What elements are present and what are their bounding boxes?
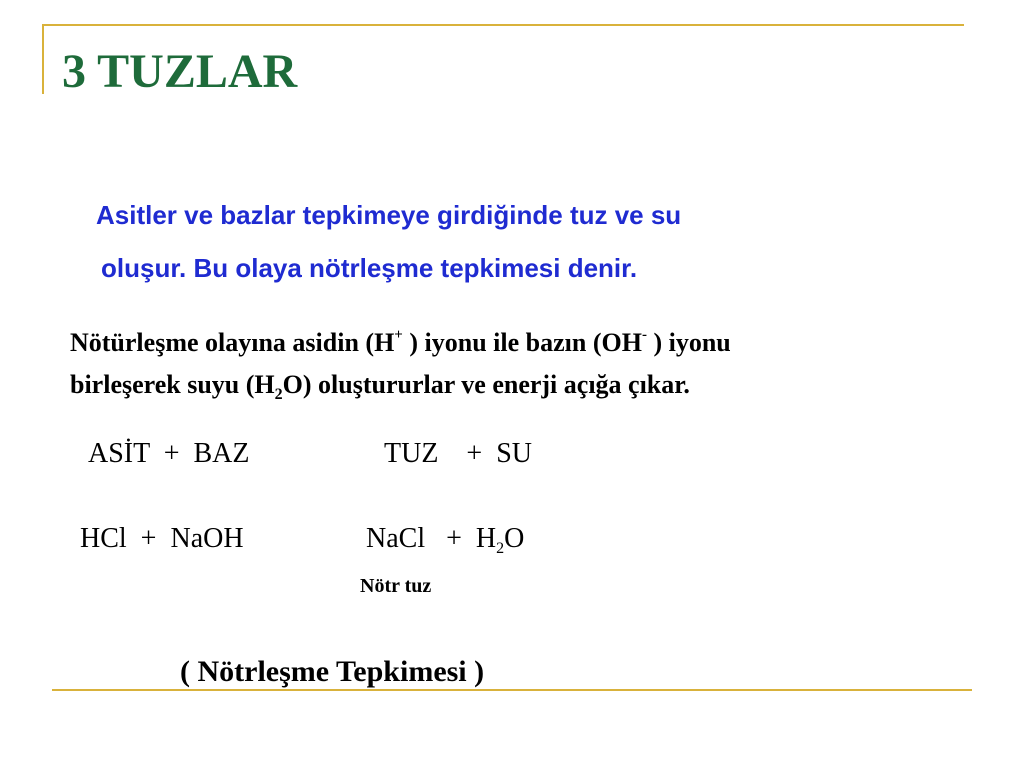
slide-title: 3 TUZLAR — [62, 45, 298, 98]
frame-left-line — [42, 24, 44, 94]
example-water-subscript: 2 — [496, 540, 505, 557]
water-subscript: 2 — [274, 386, 283, 403]
explanation-line-1 — [70, 328, 731, 358]
explanation-text-1c: ) iyonu — [646, 328, 731, 357]
explanation-text-1a: Nötürleşme olayına asidin (H — [70, 328, 395, 357]
example-equation-reactants: HCl + NaOH — [80, 523, 244, 554]
example-products-text-b: O — [504, 523, 525, 554]
hydrogen-charge: + — [394, 327, 403, 343]
intro-line-2: oluşur. Bu olaya nötrleşme tepkimesi denir. — [101, 253, 638, 283]
frame-top-line — [42, 24, 964, 26]
explanation-line-2 — [70, 370, 690, 404]
explanation-text-2b: O) oluştururlar ve enerji açığa çıkar. — [282, 370, 690, 399]
explanation-text-2a: birleşerek suyu (H — [70, 370, 275, 399]
explanation-text-1b: ) iyonu ile bazın (OH — [402, 328, 642, 357]
example-equation-products — [366, 523, 524, 559]
frame-bottom-line — [52, 689, 972, 691]
hydroxide-charge: - — [641, 327, 647, 343]
example-products-text-a: NaCl + H — [366, 523, 497, 554]
general-equation-products: TUZ + SU — [384, 438, 533, 469]
reaction-name: ( Nötrleşme Tepkimesi ) — [180, 655, 485, 688]
general-equation-reactants: ASİT + BAZ — [88, 438, 250, 469]
intro-line-1: Asitler ve bazlar tepkimeye girdiğinde tuz ve su — [96, 200, 682, 230]
neutral-salt-note: Nötr tuz — [360, 575, 432, 597]
